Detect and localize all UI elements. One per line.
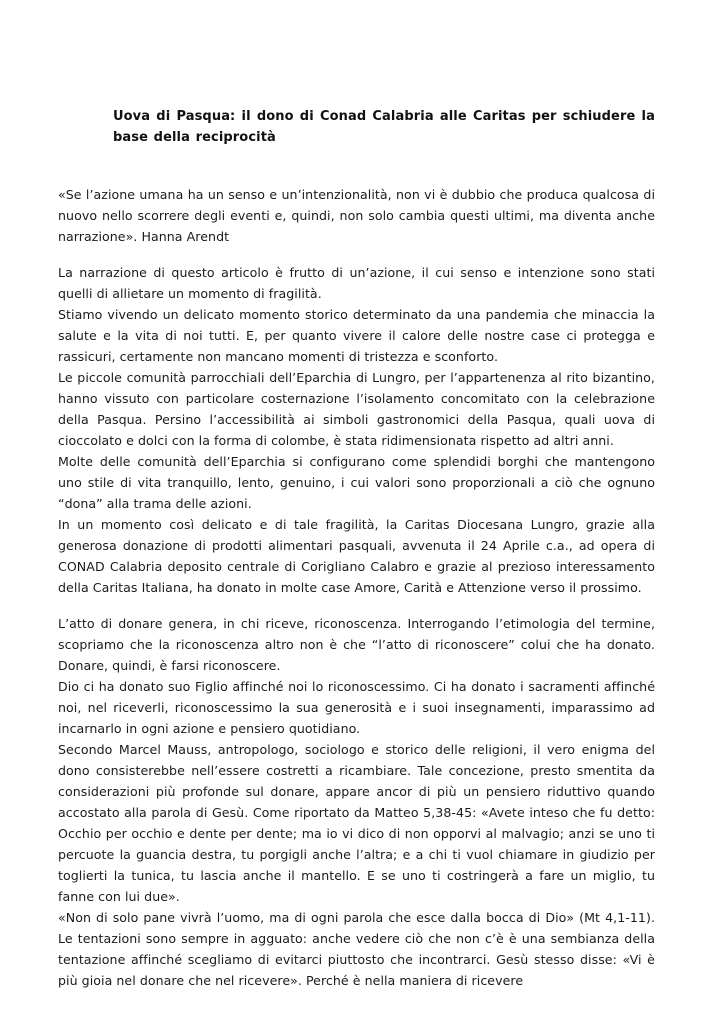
paragraph: L’atto di donare genera, in chi riceve, riconoscenza. Interrogando l’etimologia del termine, scopriamo che la riconoscenza altro non è che “l’atto di riconoscere” colui che ha donato. Donare, quindi, è farsi riconoscere.: [58, 616, 655, 673]
paragraph: La narrazione di questo articolo è frutto di un’azione, il cui senso e intenzione sono stati quelli di allietare un momento di fragilità.: [58, 265, 655, 301]
paragraph: In un momento così delicato e di tale fragilità, la Caritas Diocesana Lungro, grazie alla generosa donazione di prodotti alimentari pasquali, avvenuta il 24 Aprile c.a., ad opera di CONAD Calabria deposito centrale di Corigliano Calabro e grazie al prezioso interessamento della Caritas Italiana, ha donato in molte case Amore, Carità e Attenzione verso il prossimo.: [58, 517, 655, 595]
paragraph: Molte delle comunità dell’Eparchia si configurano come splendidi borghi che mantengono uno stile di vita tranquillo, lento, genuino, i cui valori sono proporzionali a ciò che ognuno “dona” alla trama delle azioni.: [58, 454, 655, 511]
paragraph: Le piccole comunità parrocchiali dell’Eparchia di Lungro, per l’appartenenza al rito bizantino, hanno vissuto con particolare costernazione l’isolamento concomitato con la celebrazione della Pasqua. Persino l’accessibilità ai simboli gastronomici della Pasqua, quali uova di cioccolato e dolci con la forma di colombe, è stata ridimensionata rispetto ad altri anni.: [58, 370, 655, 448]
quote-paragraph: «Se l’azione umana ha un senso e un’intenzionalità, non vi è dubbio che produca qualcosa di nuovo nello scorrere degli eventi e, quindi, non solo cambia questi ultimi, ma diventa anche narrazione». Hanna Arendt: [58, 187, 655, 244]
document-title: Uova di Pasqua: il dono di Conad Calabria alle Caritas per schiudere la base della reciprocità: [113, 109, 655, 145]
paragraph: Dio ci ha donato suo Figlio affinché noi lo riconoscessimo. Ci ha donato i sacramenti affinché noi, nel riceverli, riconoscessimo la sua generosità e i suoi insegnamenti, imparassimo ad incarnarlo in ogni azione e pensiero quotidiano.: [58, 679, 655, 736]
paragraph: Secondo Marcel Mauss, antropologo, sociologo e storico delle religioni, il vero enigma del dono consisterebbe nell’essere costretti a ricambiare. Tale concezione, presto smentita da considerazioni più profonde sul donare, appare ancor di più un pensiero riduttivo quando accostato alla parola di Gesù. Come riportato da Matteo 5,38-45: «Avete inteso che fu detto: Occhio per occhio e dente per dente; ma io vi dico di non opporvi al malvagio; anzi se uno ti percuote la guancia destra, tu porgigli anche l’altra; e a chi ti vuol chiamare in giudizio per toglierti la tunica, tu lascia anche il mantello. E se uno ti costringerà a fare un miglio, tu fanne con lui due».: [58, 742, 655, 904]
paragraph: «Non di solo pane vivrà l’uomo, ma di ogni parola che esce dalla bocca di Dio» (Mt 4,1-11). Le tentazioni sono sempre in agguato: anche vedere ciò che non c’è è una sembianza della tentazione affinché scegliamo di evitarci piuttosto che incontrarci. Gesù stesso disse: «Vi è più gioia nel donare che nel ricevere». Perché è nella maniera di ricevere: [58, 910, 655, 988]
paragraph: Stiamo vivendo un delicato momento storico determinato da una pandemia che minaccia la salute e la vita di noi tutti. E, per quanto vivere il calore delle nostre case ci protegga e rassicuri, certamente non mancano momenti di tristezza e sconforto.: [58, 307, 655, 364]
